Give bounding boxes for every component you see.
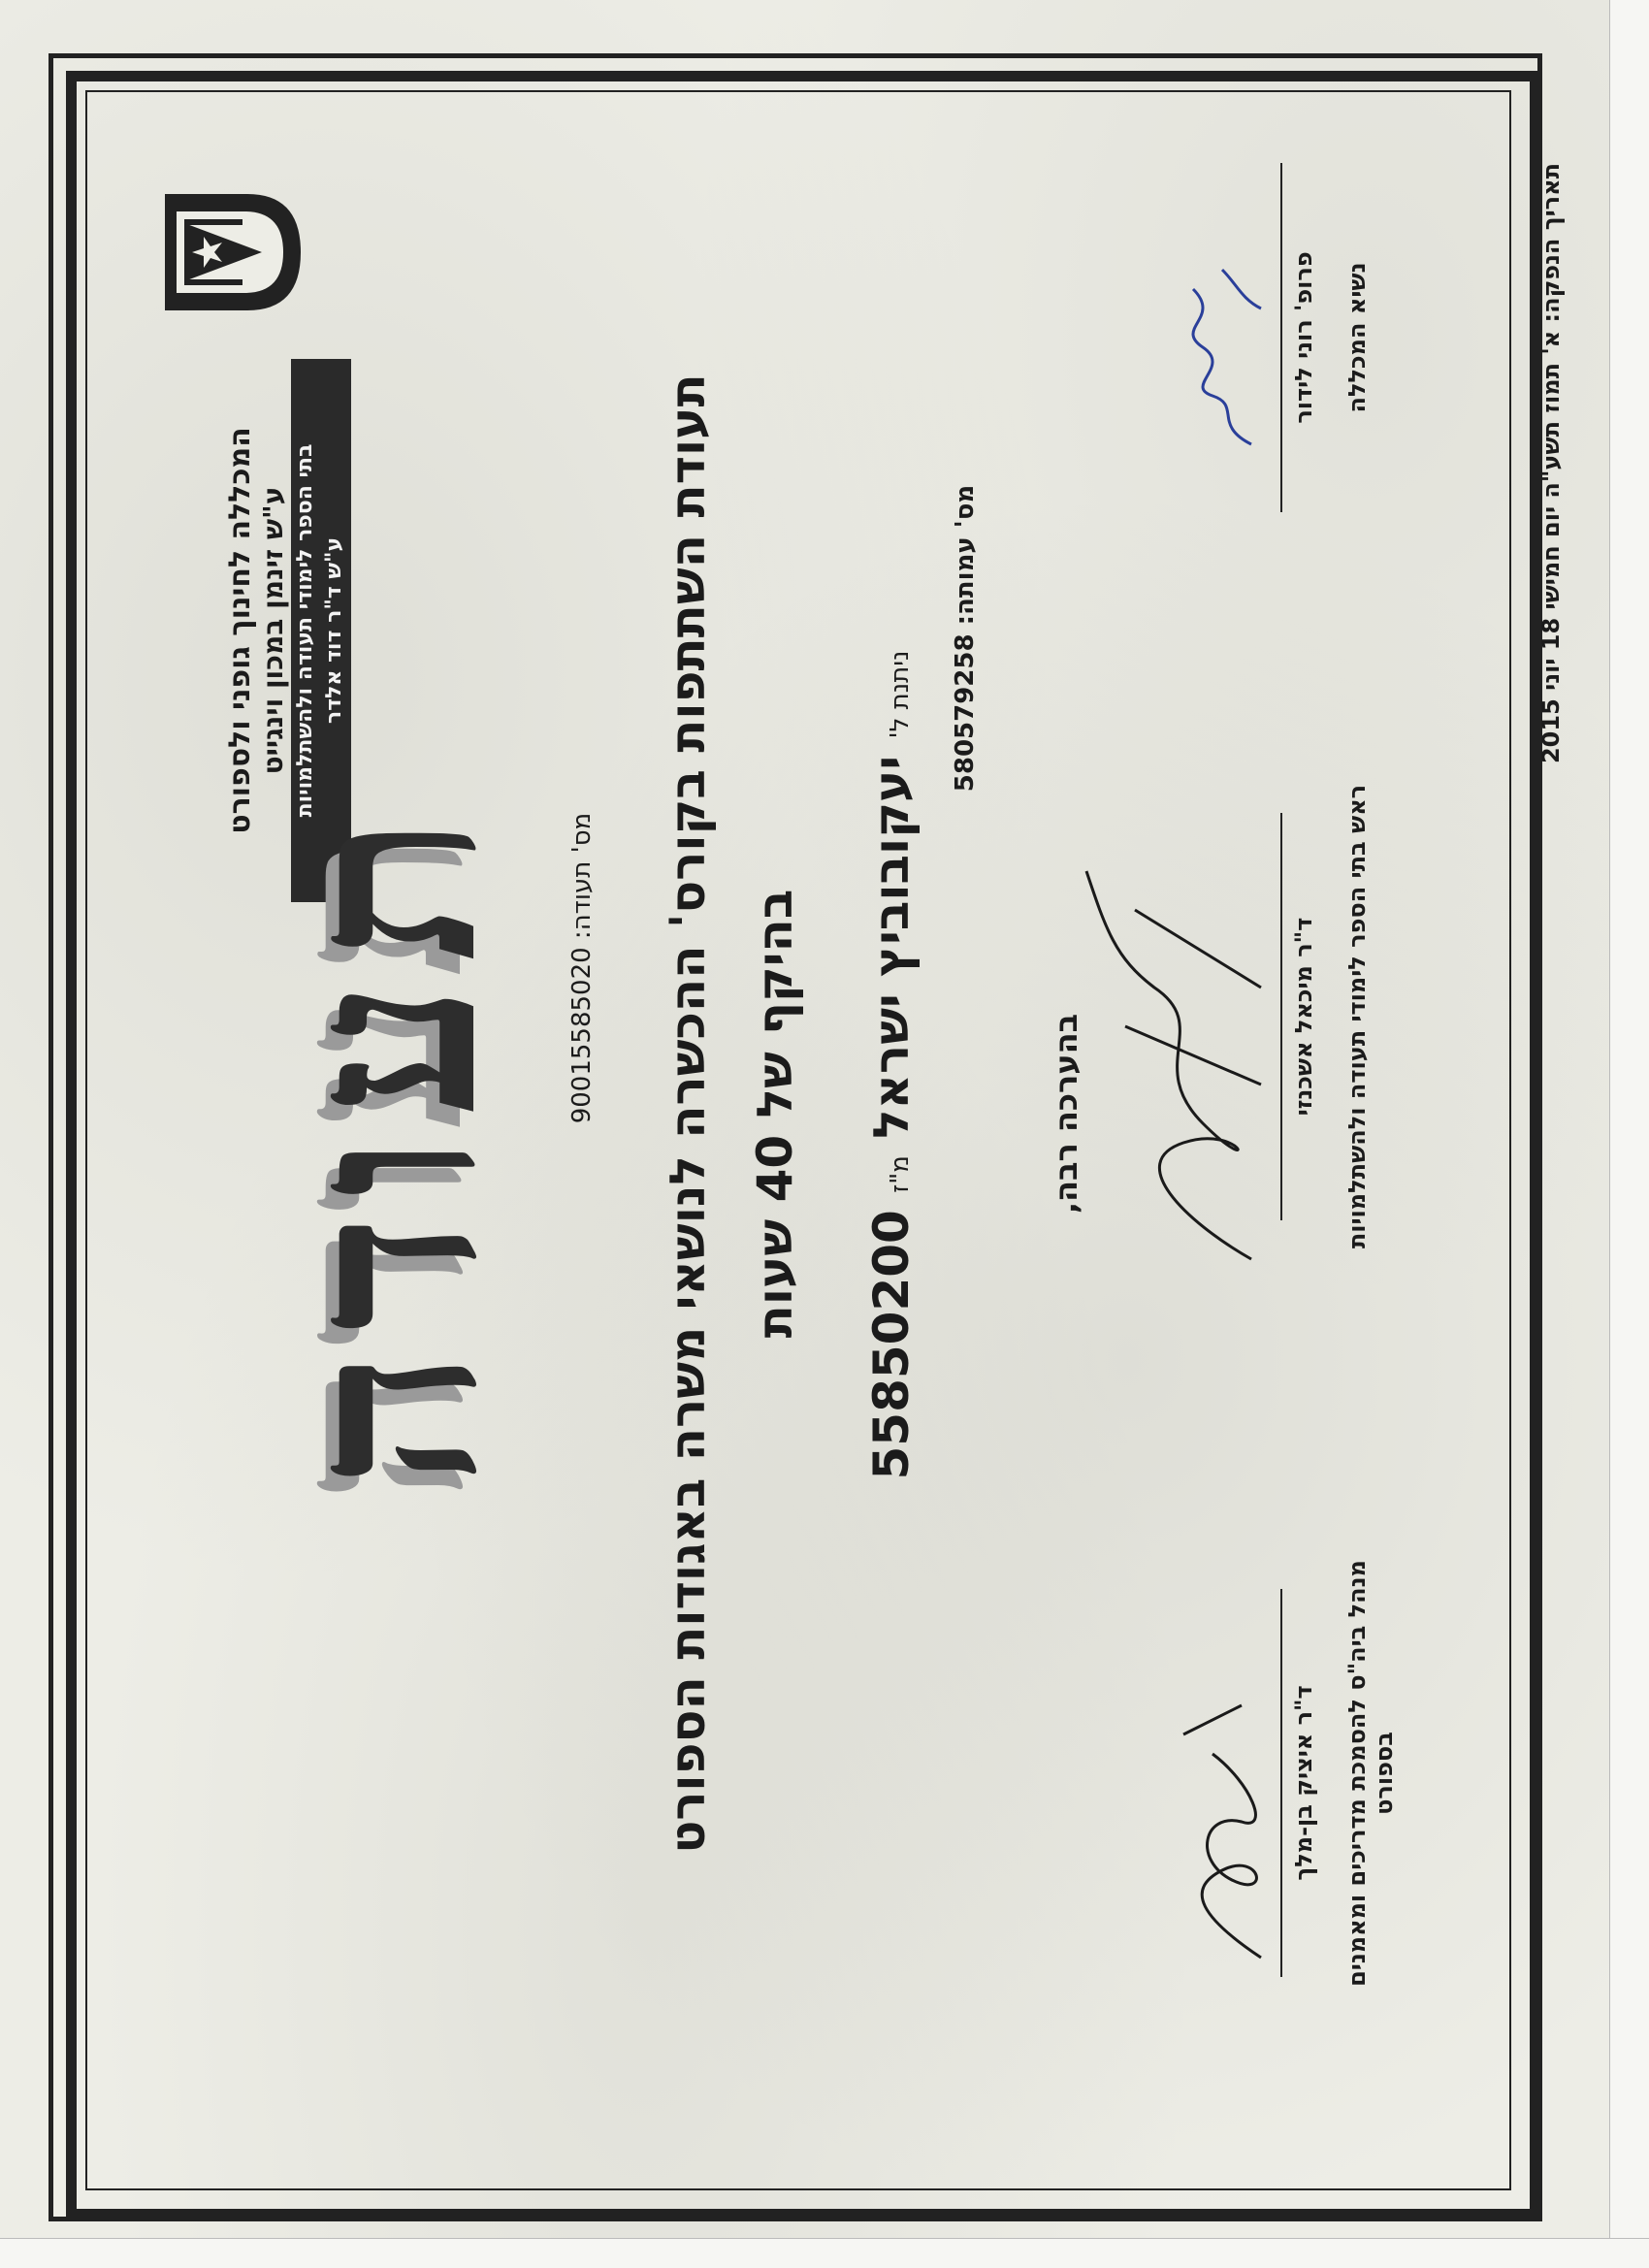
certificate-text-line2: בהיקף של 40 שעות — [747, 889, 803, 1339]
recipient-line — [863, 483, 920, 1647]
association-number-value: 580579258 — [951, 633, 980, 793]
regards-text: בהערכה רבה, — [1048, 1013, 1084, 1215]
issue-date: תאריך הנפקה: א' תמוז תשע"ה יום חמישי 18 יוני 2015 — [1537, 163, 1565, 764]
certificate-number-value: 90015585020 — [567, 947, 597, 1124]
signature-lidor — [1154, 260, 1280, 454]
institution-subname: ע"ש זינמן במכון וינגייט — [257, 486, 289, 775]
signature-ben-melech — [1164, 1589, 1280, 1977]
signatory-2-name: ד"ר מיכאל אשכנזי — [1290, 917, 1317, 1117]
signatory-2-title: ראש בתי הספר לימודי תעודה ולהשתלמויות — [1343, 784, 1371, 1249]
association-number-label: מס' עמותה: — [951, 484, 980, 626]
certificate-number-label: מס' תעודה: — [567, 812, 597, 940]
institution-schools-line: בתי הספר לימודי תעודה ולהשתלמויות — [293, 443, 317, 818]
signature-line-1 — [1280, 1589, 1282, 1977]
recipient-id: 55850200 — [863, 1210, 920, 1480]
institution-name: המכללה לחינוך גופני ולספורט — [223, 427, 257, 834]
certificate-title: תעודה — [245, 797, 531, 1488]
certificate-text-line1: תעודת השתתפות בקורס' ההכשרה לנושאי משרה באגודות הספורט — [660, 373, 716, 1854]
signature-line-3 — [1280, 163, 1282, 512]
institution-dedication-line: ע"ש ד"ר דוד אלדר — [322, 536, 346, 725]
signatory-1-name: ד"ר איציק בן-מלך — [1290, 1685, 1317, 1881]
recipient-prefix: ניתנת ל' — [886, 650, 915, 739]
signatory-1-title: מנהל ביה"ס להסמכת מדריכים ומאמנים בספורט — [1343, 1560, 1398, 1987]
college-logo — [155, 184, 310, 320]
signatory-3-name: פרופ' רוני לידור — [1290, 251, 1317, 424]
certificate-number — [567, 716, 597, 1220]
recipient-id-label: מ"ז — [886, 1155, 915, 1193]
signature-line-2 — [1280, 813, 1282, 1220]
signature-ashkenazi — [1067, 832, 1280, 1279]
recipient-name: יעקובוביץ ישראל — [863, 755, 920, 1139]
signatory-3-title: נשיא המכללה — [1343, 262, 1371, 413]
association-number — [951, 367, 980, 910]
